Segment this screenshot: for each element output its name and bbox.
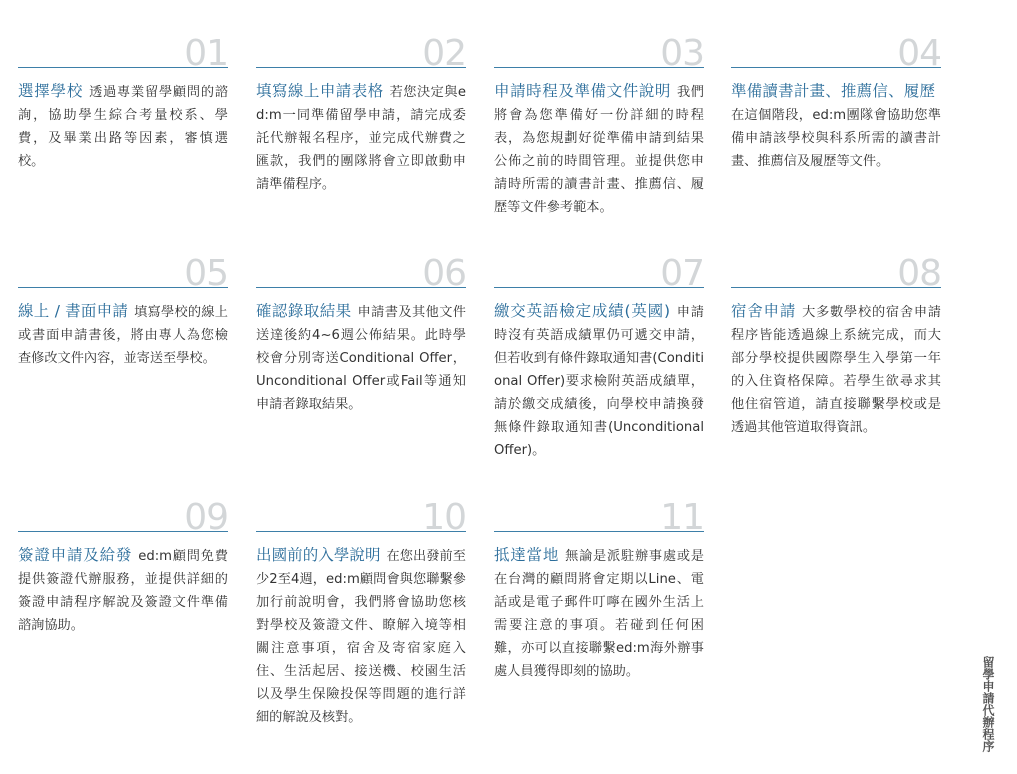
step-text: 若您決定與ed:m一同準備留學申請，請完成委託代辦報名程序，並完成代辦費之匯款，我們的團隊將會立即啟動申請準備程序。 [256,85,466,192]
step-number: 09 [184,497,228,538]
step-body [494,300,704,462]
step-body [494,80,704,219]
step-divider [256,287,466,288]
step-text: ed:m顧問免費提供簽證代辦服務，並提供詳細的簽證申請程序解說及簽證文件準備諮詢協助。 [18,549,228,633]
step-number: 01 [184,33,228,74]
step-divider [731,287,941,288]
step-number: 05 [184,253,228,294]
step-body [256,300,466,416]
step-body [494,544,704,683]
step-number: 08 [897,253,941,294]
step-text: 在您出發前至少2至4週，ed:m顧問會與您聯繫參加行前說明會，我們將會協助您核對學校及簽證文件、瞭解入境等相關注意事項，宿舍及寄宿家庭入住、生活起居、接送機、校園生活以及學生保險投保等問題的進行詳細的解說及核對。 [256,549,466,725]
step-text: 填寫學校的線上或書面申請書後，將由專人為您檢查修改文件內容，並寄送至學校。 [18,305,228,366]
step-title: 確認錄取結果 [256,302,352,320]
step-title: 宿舍申請 [731,302,797,320]
step-title: 簽證申請及給發 [18,546,133,564]
step-title: 選擇學校 [18,82,84,100]
step-text: 我們將會為您準備好一份詳細的時程表，為您規劃好從準備申請到結果公佈之前的時間管理。並提供您申請時所需的讀書計畫、推薦信、履歷等文件參考範本。 [494,85,704,215]
step-title: 填寫線上申請表格 [256,82,384,100]
step-number: 10 [422,497,466,538]
step-divider [494,287,704,288]
step-number: 04 [897,33,941,74]
step-number: 02 [422,33,466,74]
step-body [18,80,228,173]
step-divider [494,67,704,68]
step-body [18,544,228,637]
step-title: 準備讀書計畫、推薦信、履歷 [731,82,935,100]
step-body [731,300,941,439]
step-divider [731,67,941,68]
step-divider [18,287,228,288]
step-divider [18,67,228,68]
side-section-label: 留學申請代辦程序 [981,656,995,752]
step-text: 在這個階段，ed:m團隊會協助您準備申請該學校與科系所需的讀書計畫、推薦信及履歷等文件。 [731,108,941,169]
step-title: 出國前的入學說明 [256,546,381,564]
step-divider [256,531,466,532]
step-title: 抵達當地 [494,546,560,564]
step-title: 繳交英語檢定成績(英國) [494,302,670,320]
step-text: 透過專業留學顧問的諮詢，協助學生綜合考量校系、學費，及畢業出路等因素，審慎選校。 [18,85,228,169]
step-number: 07 [660,253,704,294]
step-text: 申請書及其他文件送達後約4~6週公佈結果。此時學校會分別寄送Conditional Offer，Unconditional Offer或Fail等通知申請者錄取結果。 [256,305,466,412]
step-body [256,544,466,729]
step-body [256,80,466,196]
step-title: 申請時程及準備文件說明 [494,82,672,100]
step-divider [494,531,704,532]
step-title: 線上 / 書面申請 [18,302,129,320]
step-number: 11 [660,497,704,538]
step-body [731,80,941,173]
step-divider [18,531,228,532]
step-text: 申請時沒有英語成績單仍可遞交申請，但若收到有條件錄取通知書(Conditional Offer)要求檢附英語成績單，請於繳交成績後，向學校申請換發無條件錄取通知書(Unconditional Offer)。 [494,305,704,458]
step-divider [256,67,466,68]
step-body [18,300,228,370]
step-text: 大多數學校的宿舍申請程序皆能透過線上系統完成，而大部分學校提供國際學生入學第一年的入住資格保障。若學生欲尋求其他住宿管道，請直接聯繫學校或是透過其他管道取得資訊。 [731,305,941,435]
step-number: 03 [660,33,704,74]
step-number: 06 [422,253,466,294]
step-text: 無論是派駐辦事處或是在台灣的顧問將會定期以Line、電話或是電子郵件叮嚀在國外生活上需要注意的事項。若碰到任何困難，亦可以直接聯繫ed:m海外辦事處人員獲得即刻的協助。 [494,549,704,679]
